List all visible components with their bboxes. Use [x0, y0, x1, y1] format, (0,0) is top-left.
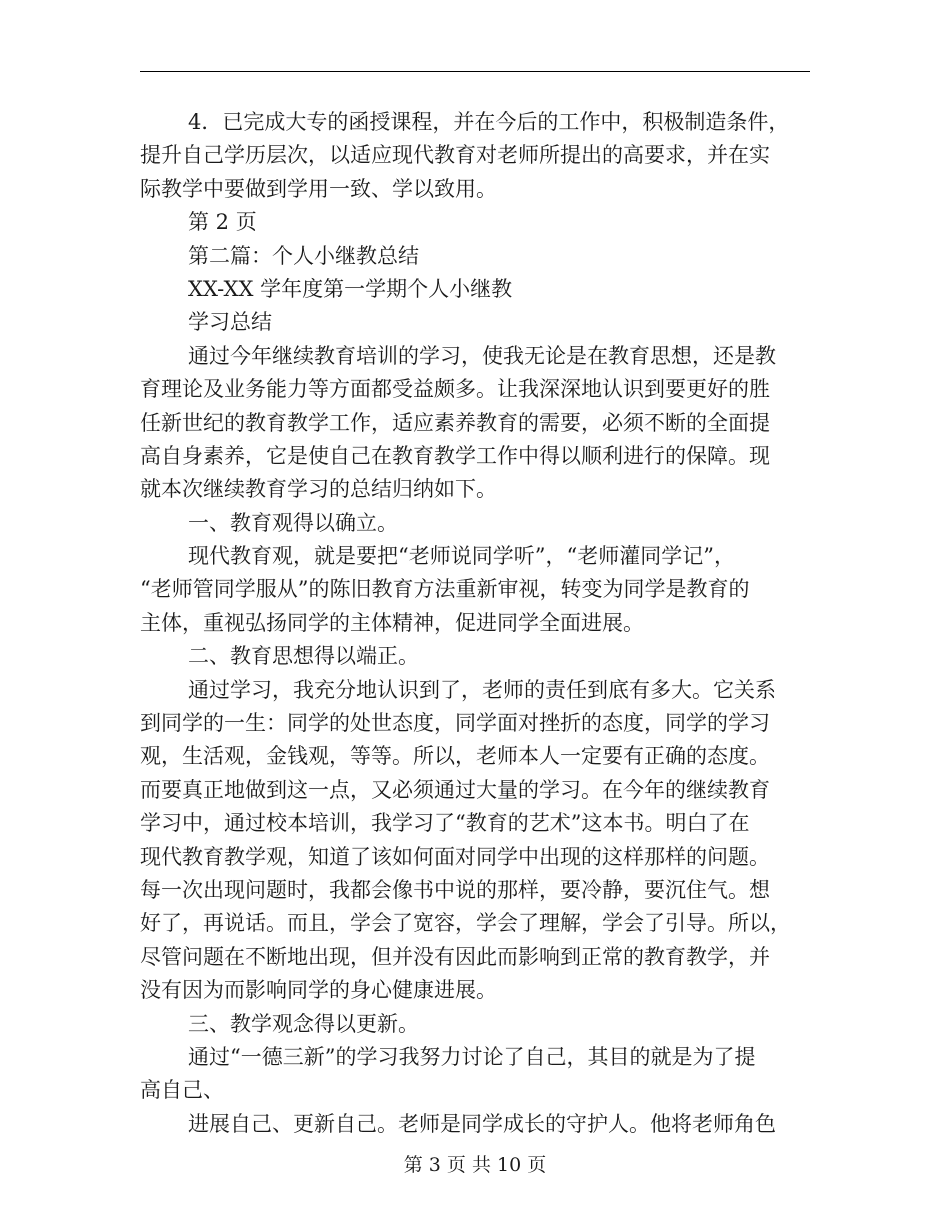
text-line: 好了，再说话。而且，学会了宽容，学会了理解，学会了引导。所以， — [140, 911, 791, 936]
text-line: 提升自己学历层次，以适应现代教育对老师所提出的高要求，并在实 — [140, 143, 770, 168]
text-line: 学习总结 — [188, 310, 272, 335]
text-line: 观，生活观，金钱观，等等。所以，老师本人一定要有正确的态度。 — [140, 744, 770, 769]
text-line: 现代教育教学观，知道了该如何面对同学中出现的这样那样的问题。 — [140, 844, 770, 869]
text-line: 任新世纪的教育教学工作，适应素养教育的需要，必须不断的全面提 — [140, 410, 770, 435]
text-line: 现代教育观，就是要把“老师说同学听”，“老师灌同学记”， — [188, 544, 735, 569]
text-line: 4．已完成大专的函授课程，并在今后的工作中，积极制造条件， — [188, 110, 790, 134]
text-line: 三、教学观念得以更新。 — [188, 1011, 419, 1036]
text-line: 进展自己、更新自己。老师是同学成长的守护人。他将老师角色 — [188, 1111, 776, 1136]
text-line: 学习中，通过校本培训，我学习了“教育的艺术”这本书。明白了在 — [140, 811, 750, 836]
text-line: 到同学的一生：同学的处世态度，同学面对挫折的态度，同学的学习 — [140, 711, 770, 736]
text-line: 就本次继续教育学习的总结归纳如下。 — [140, 477, 497, 502]
document-body — [140, 106, 810, 1141]
text-line: 主体，重视弘扬同学的主体精神，促进同学全面进展。 — [140, 610, 644, 635]
text-line: 没有因为而影响同学的身心健康进展。 — [140, 978, 497, 1003]
text-line: 高自身素养，它是使自己在教育教学工作中得以顺利进行的保障。现 — [140, 443, 770, 468]
text-line: 通过学习，我充分地认识到了，老师的责任到底有多大。它关系 — [188, 677, 776, 702]
text-line: 尽管问题在不断地出现，但并没有因此而影响到正常的教育教学，并 — [140, 944, 770, 969]
text-line: “老师管同学服从”的陈旧教育方法重新审视，转变为同学是教育的 — [140, 577, 750, 602]
text-line: 际教学中要做到学用一致、学以致用。 — [140, 176, 497, 201]
text-line: 育理论及业务能力等方面都受益颇多。让我深深地认识到要更好的胜 — [140, 377, 770, 402]
text-line: 二、教育思想得以端正。 — [188, 644, 419, 669]
text-line: 通过今年继续教育培训的学习，使我无论是在教育思想，还是教 — [188, 343, 776, 368]
page-footer — [0, 1152, 950, 1178]
text-line: 高自己、 — [140, 1078, 224, 1103]
text-line: 每一次出现问题时，我都会像书中说的那样，要冷静，要沉住气。想 — [140, 877, 770, 902]
page-number-label: 第 3 页 共 10 页 — [403, 1154, 547, 1176]
text-line: 第 2 页 — [188, 210, 257, 235]
text-line: 通过“一德三新”的学习我努力讨论了自己，其目的就是为了提 — [188, 1044, 756, 1069]
text-line: 而要真正地做到这一点，又必须通过大量的学习。在今年的继续教育 — [140, 777, 770, 802]
header-rule — [140, 71, 810, 72]
text-line: 第二篇：个人小继教总结 — [188, 243, 419, 268]
text-line: 一、教育观得以确立。 — [188, 510, 398, 535]
text-line: XX-XX 学年度第一学期个人小继教 — [188, 276, 513, 301]
